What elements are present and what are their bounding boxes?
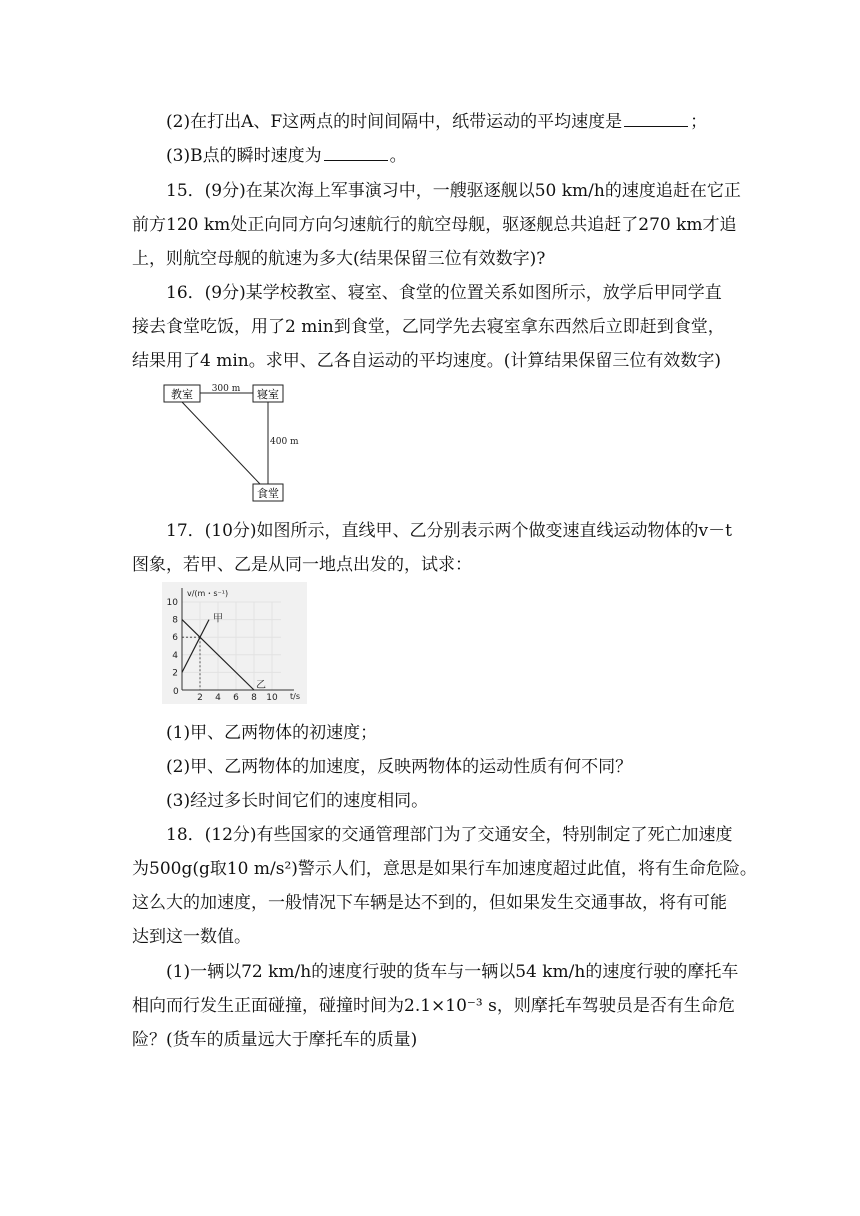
q17-sub1: (1)甲、乙两物体的初速度；	[166, 723, 378, 743]
q17-sub2: (2)甲、乙两物体的加速度，反映两物体的运动性质有何不同？	[166, 757, 633, 777]
q17-sub3: (3)经过多长时间它们的速度相同。	[166, 791, 429, 811]
y-tick-label: 10	[166, 598, 178, 608]
chart-background	[162, 582, 307, 704]
q14-part3-text: (3)B点的瞬时速度为	[166, 146, 322, 166]
dorm-label: 寝室	[257, 388, 279, 401]
q18-line1: 18．(12分)有些国家的交通管理部门为了交通安全，特别制定了死亡加速度	[166, 825, 733, 845]
q15-line3: 上，则航空母舰的航速为多大(结果保留三位有效数字)?	[132, 249, 546, 269]
classroom-canteen-line	[182, 402, 260, 484]
q18-line4: 达到这一数值。	[132, 927, 251, 947]
top-distance-label: 300 m	[211, 384, 241, 394]
q14-part3	[166, 139, 766, 173]
q17-line2: 图象，若甲、乙是从同一地点出发的，试求：	[132, 555, 472, 575]
y-tick-label: 6	[172, 633, 178, 644]
velocity-time-chart	[162, 582, 307, 704]
series-label-1: 甲	[213, 613, 223, 625]
y-axis-label: v/(m・s⁻¹)	[187, 589, 229, 598]
x-tick-label: 8	[251, 693, 257, 703]
location-diagram	[160, 382, 300, 507]
y-tick-label: 8	[172, 615, 178, 626]
x-tick-label: 10	[266, 693, 278, 703]
x-axis-label: t/s	[290, 692, 300, 701]
q16-line2: 接去食堂吃饭，用了2 min到食堂，乙同学先去寝室拿东西然后立即赶到食堂，	[132, 317, 725, 337]
answer-blank	[624, 108, 688, 127]
origin-label: 0	[173, 687, 179, 697]
q18-line3: 这么大的加速度，一般情况下车辆是达不到的，但如果发生交通事故，将有可能	[132, 893, 727, 913]
q18-sub1-line1: (1)一辆以72 km/h的速度行驶的货车与一辆以54 km/h的速度行驶的摩托车	[166, 962, 739, 982]
q18-line2: 为500g(g取10 m/s²)警示人们，意思是如果行车加速度超过此值，将有生命危险。	[132, 859, 757, 879]
answer-blank	[324, 142, 388, 161]
series-label-2: 乙	[256, 680, 266, 691]
y-tick-label: 4	[172, 650, 178, 661]
x-tick-label: 6	[233, 693, 239, 703]
x-tick-label: 2	[197, 693, 203, 703]
classroom-label: 教室	[171, 388, 193, 401]
canteen-label: 食堂	[257, 487, 279, 500]
q16-line1: 16．(9分)某学校教室、寝室、食堂的位置关系如图所示，放学后甲同学直	[166, 283, 722, 303]
q15-line1: 15．(9分)在某次海上军事演习中，一艘驱逐舰以50 km/h的速度追赶在它正	[166, 181, 741, 201]
x-tick-label: 4	[215, 693, 221, 703]
q18-sub1-line2: 相向而行发生正面碰撞，碰撞时间为2.1×10⁻³ s，则摩托车驾驶员是否有生命危	[132, 996, 735, 1016]
q14-part3-end: 。	[389, 146, 407, 166]
q14-part2-end: ；	[690, 112, 708, 132]
q16-line3: 结果用了4 min。求甲、乙各自运动的平均速度。(计算结果保留三位有效数字)	[132, 351, 721, 371]
y-tick-label: 2	[172, 668, 178, 679]
q18-sub1-line3: 险？(货车的质量远大于摩托车的质量)	[132, 1030, 418, 1050]
q14-part2-text: (2)在打出A、F这两点的时间间隔中，纸带运动的平均速度是	[166, 112, 623, 132]
right-distance-label: 400 m	[270, 437, 299, 447]
q14-part2	[166, 105, 766, 139]
q15-line2: 前方120 km处正向同方向匀速航行的航空母舰，驱逐舰总共追赶了270 km才追	[132, 215, 737, 235]
q17-line1: 17．(10分)如图所示，直线甲、乙分别表示两个做变速直线运动物体的v－t	[166, 521, 732, 541]
